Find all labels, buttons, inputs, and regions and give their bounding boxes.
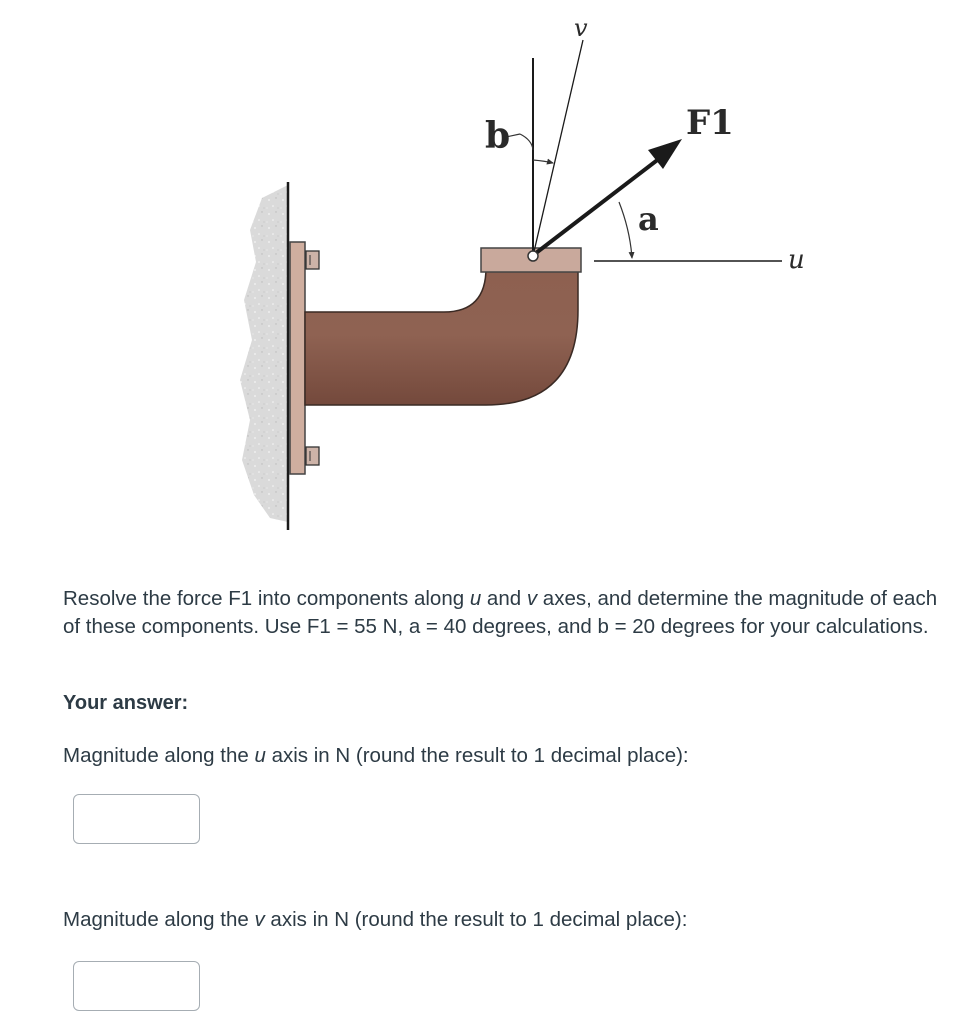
v-axis-question [63,908,687,932]
u-question-suffix: axis in N (round the result to 1 decimal place): [265,744,689,767]
u-question-prefix: Magnitude along the [63,744,255,767]
u-axis-question [63,744,689,768]
problem-statement [63,585,943,641]
angle-a-label: a [638,200,659,238]
bolt [306,447,319,465]
problem-text-1: Resolve the force F1 into components along [63,587,470,610]
problem-text-3: axes, and determine the magnitude of each of these components. Use F1 = 55 N, a = 40 degrees, and b = 20 degrees for your calculations. [63,587,938,638]
u-magnitude-input[interactable] [73,794,200,844]
v-axis-label: v [574,14,588,42]
angle-a-arc [619,202,632,258]
v-question-prefix: Magnitude along the [63,908,255,931]
angle-b-arc [533,160,553,163]
bolt [306,251,319,269]
pipe-elbow [305,265,578,405]
v-magnitude-input[interactable] [73,961,200,1011]
mounting-plate [290,242,305,474]
v-question-suffix: axis in N (round the result to 1 decimal place): [264,908,688,931]
v-question-axis: v [254,908,265,931]
problem-axis-u: u [469,587,482,610]
your-answer-label: Your answer: [63,692,189,714]
angle-b-arc-top [520,134,533,150]
problem-axis-v: v [526,587,538,610]
pin [528,251,538,261]
u-axis-label: u [788,245,805,275]
wall [240,185,288,522]
angle-b-label: b [485,115,511,157]
problem-text-2: and [481,587,527,610]
force-label: F1 [686,103,734,143]
u-question-axis: u [254,744,266,767]
